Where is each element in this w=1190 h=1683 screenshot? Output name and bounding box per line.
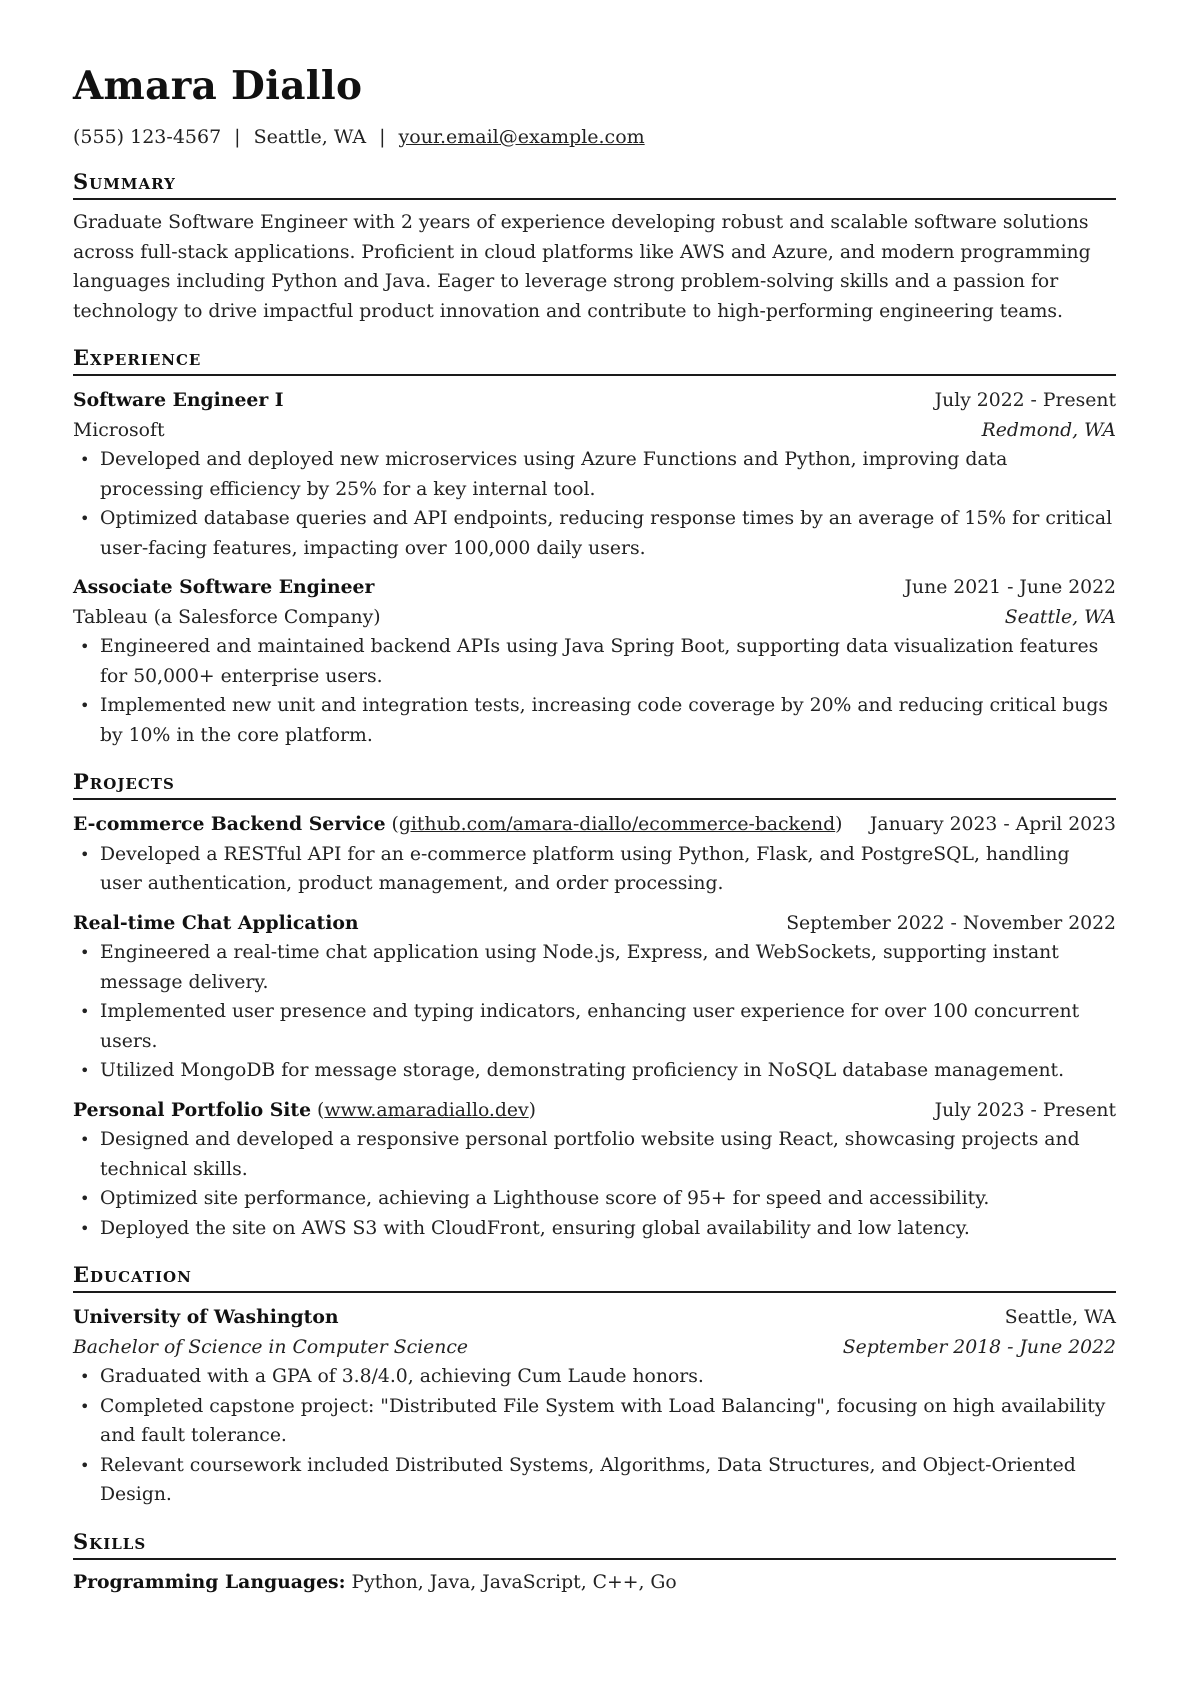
project-entry: Personal Portfolio Site (www.amaradiallo.dev) July 2023 - Present • Designed and developed a responsive personal portfolio website using React, showcasing projects and technical skills. • Optimized site performance, achieving a Lighthouse score of 95+ for speed and accessibility. • Deployed the site on AWS S3 with CloudFront, ensuring global availability and low latency.: [73, 1096, 1116, 1244]
school-name: University of Washington: [73, 1306, 339, 1328]
bullet-item: • Relevant coursework included Distributed Systems, Algorithms, Data Structures, and Object-Oriented Design.: [73, 1451, 1116, 1510]
project-dates: September 2022 - November 2022: [786, 912, 1116, 934]
job-title: Associate Software Engineer: [73, 576, 375, 598]
bullet-dot-icon: •: [80, 450, 90, 469]
bullet-item: • Graduated with a GPA of 3.8/4.0, achieving Cum Laude honors.: [73, 1362, 1116, 1392]
education-dates: September 2018 - June 2022: [842, 1336, 1116, 1358]
projects-heading: Projects: [73, 768, 1116, 800]
bullet-dot-icon: •: [80, 844, 90, 864]
school-location: Seattle, WA: [1004, 1307, 1116, 1328]
bullet-item: • Developed and deployed new microservices using Azure Functions and Python, improving data processing efficiency by 25% for a key internal tool.: [73, 445, 1116, 504]
degree-name: Bachelor of Science in Computer Science: [73, 1336, 468, 1358]
contact-separator: |: [379, 126, 386, 148]
company-name: Tableau (a Salesforce Company): [73, 606, 381, 628]
bullet-dot-icon: •: [80, 509, 90, 528]
job-title: Software Engineer I: [73, 389, 284, 411]
bullet-dot-icon: •: [80, 696, 90, 715]
bullet-item: • Optimized site performance, achieving a Lighthouse score of 95+ for speed and accessibility.: [73, 1184, 1116, 1214]
skills-value: Python, Java, JavaScript, C++, Go: [351, 1571, 677, 1593]
job-dates: June 2021 - June 2022: [904, 577, 1116, 598]
bullet-item: • Completed capstone project: "Distributed File System with Load Balancing", focusing on high availability and fault tolerance.: [73, 1392, 1116, 1451]
job-location: Seattle, WA: [1004, 606, 1116, 628]
project-name: Personal Portfolio Site: [73, 1098, 312, 1121]
experience-heading: Experience: [73, 344, 1116, 376]
bullet-dot-icon: •: [80, 637, 90, 656]
contact-line: [73, 124, 1116, 150]
bullet-item: • Engineered a real-time chat application using Node.js, Express, and WebSockets, supporting instant message delivery.: [73, 938, 1116, 997]
project-entry: [73, 909, 1116, 1086]
project-dates: July 2023 - Present: [934, 1099, 1116, 1121]
project-bullets: [73, 1125, 1116, 1243]
bullet-item: • Optimized database queries and API endpoints, reducing response times by an average of 15% for critical user-facing features, impacting over 100,000 daily users.: [73, 504, 1116, 563]
project-bullets: [73, 938, 1116, 1086]
phone-number: (555) 123-4567: [73, 126, 222, 148]
bullet-dot-icon: •: [80, 1002, 90, 1021]
education-bullets: [73, 1362, 1116, 1510]
project-name: E-commerce Backend Service: [73, 813, 386, 835]
bullet-item: • Developed a RESTful API for an e-commerce platform using Python, Flask, and PostgreSQL, handling user authentication, product management, and order processing.: [73, 840, 1116, 899]
skills-row: [73, 1568, 1116, 1598]
bullet-item: • Designed and developed a responsive personal portfolio website using React, showcasing projects and technical skills.: [73, 1125, 1116, 1184]
contact-location: Seattle, WA: [253, 126, 367, 148]
bullet-item: • Implemented new unit and integration tests, increasing code coverage by 20% and reducing critical bugs by 10% in the core platform.: [73, 691, 1116, 750]
experience-entry: [73, 386, 1116, 563]
bullet-item: • Engineered and maintained backend APIs using Java Spring Boot, supporting data visualization features for 50,000+ enterprise users.: [73, 632, 1116, 691]
project-entry: E-commerce Backend Service (github.com/amara-diallo/ecommerce-backend) January 2023 - April 2023 • Developed a RESTful API for an e-commerce platform using Python, Flask, and PostgreSQL, handling user authentication, product management, and order processing.: [73, 810, 1116, 899]
bullet-dot-icon: •: [80, 943, 90, 962]
project-name: Real-time Chat Application: [73, 911, 359, 934]
bullet-item: • Implemented user presence and typing indicators, enhancing user experience for over 100 concurrent users.: [73, 997, 1116, 1056]
email-link[interactable]: your.email@example.com: [398, 126, 645, 148]
bullet-dot-icon: •: [80, 1189, 90, 1208]
bullet-dot-icon: •: [80, 1130, 90, 1149]
bullet-dot-icon: •: [80, 1455, 90, 1475]
job-location: Redmond, WA: [981, 419, 1116, 441]
summary-heading: Summary: [73, 168, 1116, 200]
job-bullets: [73, 632, 1116, 750]
summary-text: Graduate Software Engineer with 2 years of experience developing robust and scalable software solutions across full-stack applications. Proficient in cloud platforms like AWS and Azure, and modern programming languages including Python and Java. Eager to leverage strong problem-solving skills and a passion for technology to drive impactful product innovation and contribute to high-performing engineering teams.: [73, 212, 1091, 322]
job-dates: July 2022 - Present: [934, 390, 1116, 411]
company-name: Microsoft: [73, 419, 165, 441]
project-link[interactable]: www.amaradiallo.dev: [324, 1099, 529, 1121]
skills-label: Programming Languages:: [73, 1570, 346, 1593]
contact-separator: |: [234, 126, 241, 148]
education-entry: [73, 1303, 1116, 1510]
bullet-dot-icon: •: [80, 1396, 90, 1416]
education-heading: Education: [73, 1261, 1116, 1293]
project-dates: January 2023 - April 2023: [869, 814, 1116, 835]
bullet-dot-icon: •: [80, 1218, 90, 1238]
candidate-name: Amara Diallo: [73, 63, 363, 109]
bullet-dot-icon: •: [80, 1367, 90, 1386]
skills-heading: Skills: [73, 1528, 1116, 1560]
bullet-dot-icon: •: [80, 1061, 90, 1080]
bullet-item: • Deployed the site on AWS S3 with CloudFront, ensuring global availability and low latency.: [73, 1214, 1116, 1244]
project-link[interactable]: github.com/amara-diallo/ecommerce-backend: [398, 814, 836, 835]
experience-entry: [73, 573, 1116, 750]
bullet-item: • Utilized MongoDB for message storage, demonstrating proficiency in NoSQL database management.: [73, 1056, 1116, 1086]
job-bullets: [73, 445, 1116, 563]
project-bullets: [73, 840, 1116, 899]
